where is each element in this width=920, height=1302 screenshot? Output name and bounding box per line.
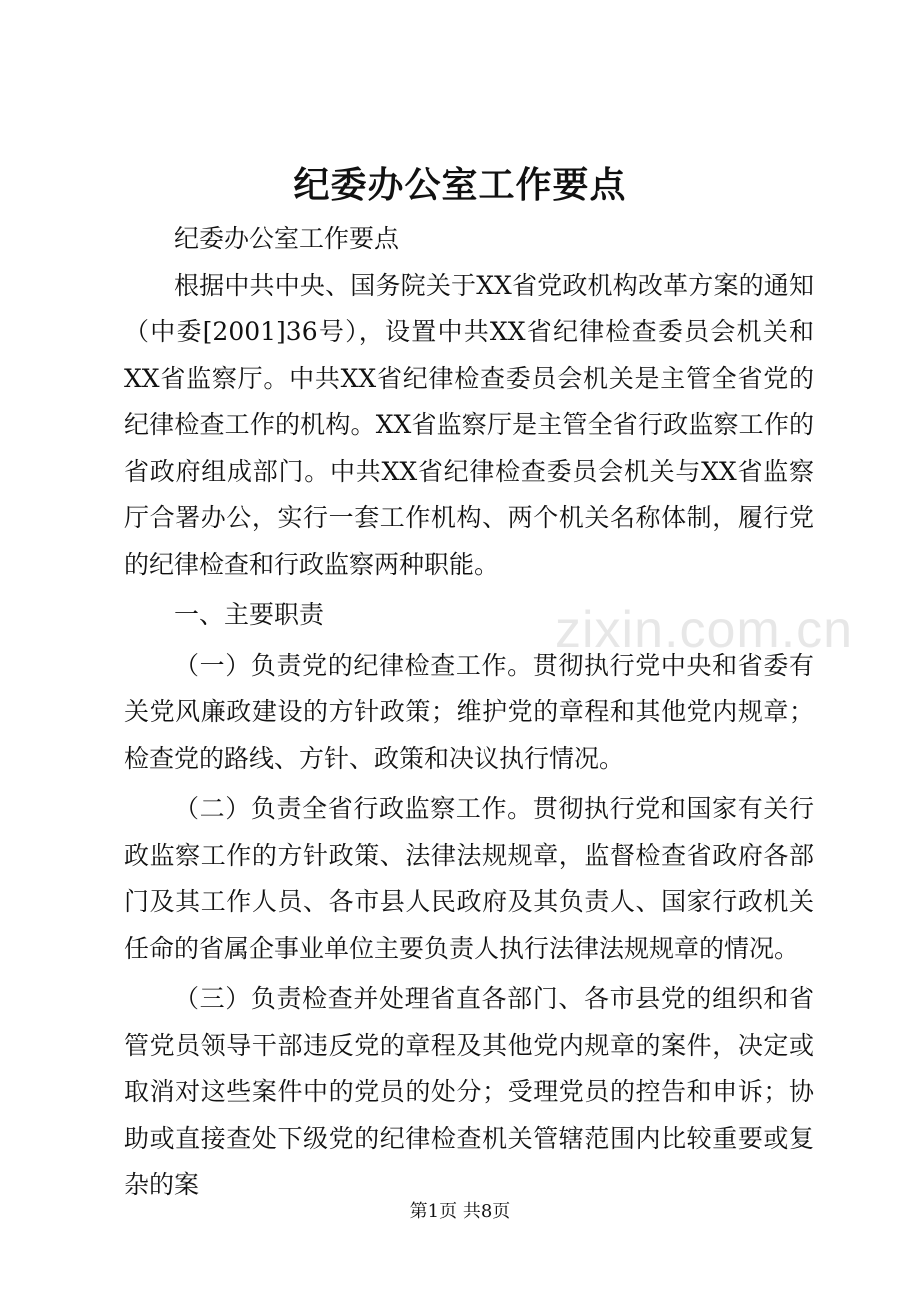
paragraph-intro: 根据中共中央、国务院关于XX省党政机构改革方案的通知（中委[2001]36号），设置中共XX省纪律检查委员会机关和XX省监察厅。中共XX省纪律检查委员会机关是主管全省党的纪律检查工作的机构。XX省监察厅是主管全省行政监察工作的省政府组成部门。中共XX省纪律检查委员会机关与XX省监察厅合署办公，实行一套工作机构、两个机关名称体制，履行党的纪律检查和行政监察两种职能。 [124, 270, 814, 579]
document-body [124, 216, 814, 1209]
paragraph-duty-2: （二）负责全省行政监察工作。贯彻执行党和国家有关行政监察工作的方针政策、法律法规规章，监督检查省政府各部门及其工作人员、各市县人民政府及其负责人、国家行政机关任命的省属企事业单位主要负责人执行法律法规规章的情况。 [124, 794, 814, 963]
watermark: zixin.com.cn [555, 601, 854, 659]
paragraph-duty-1: （一）负责党的纪律检查工作。贯彻执行党中央和省委有关党风廉政建设的方针政策；维护党的章程和其他党内规章；检查党的路线、方针、政策和决议执行情况。 [124, 650, 814, 773]
document-title: 纪委办公室工作要点 [293, 164, 627, 206]
paragraph-subtitle: 纪委办公室工作要点 [174, 224, 400, 253]
paragraph-duty-3: （三）负责检查并处理省直各部门、各市县党的组织和省管党员领导干部违反党的章程及其他党内规章的案件，决定或取消对这些案件中的党员的处分；受理党员的控告和申诉；协助或直接查处下级党的纪律检查机关管辖范围内比较重要或复杂的案 [124, 984, 814, 1199]
page-footer: 第1页 共8页 [409, 1201, 511, 1222]
section-heading: 一、主要职责 [174, 600, 325, 629]
